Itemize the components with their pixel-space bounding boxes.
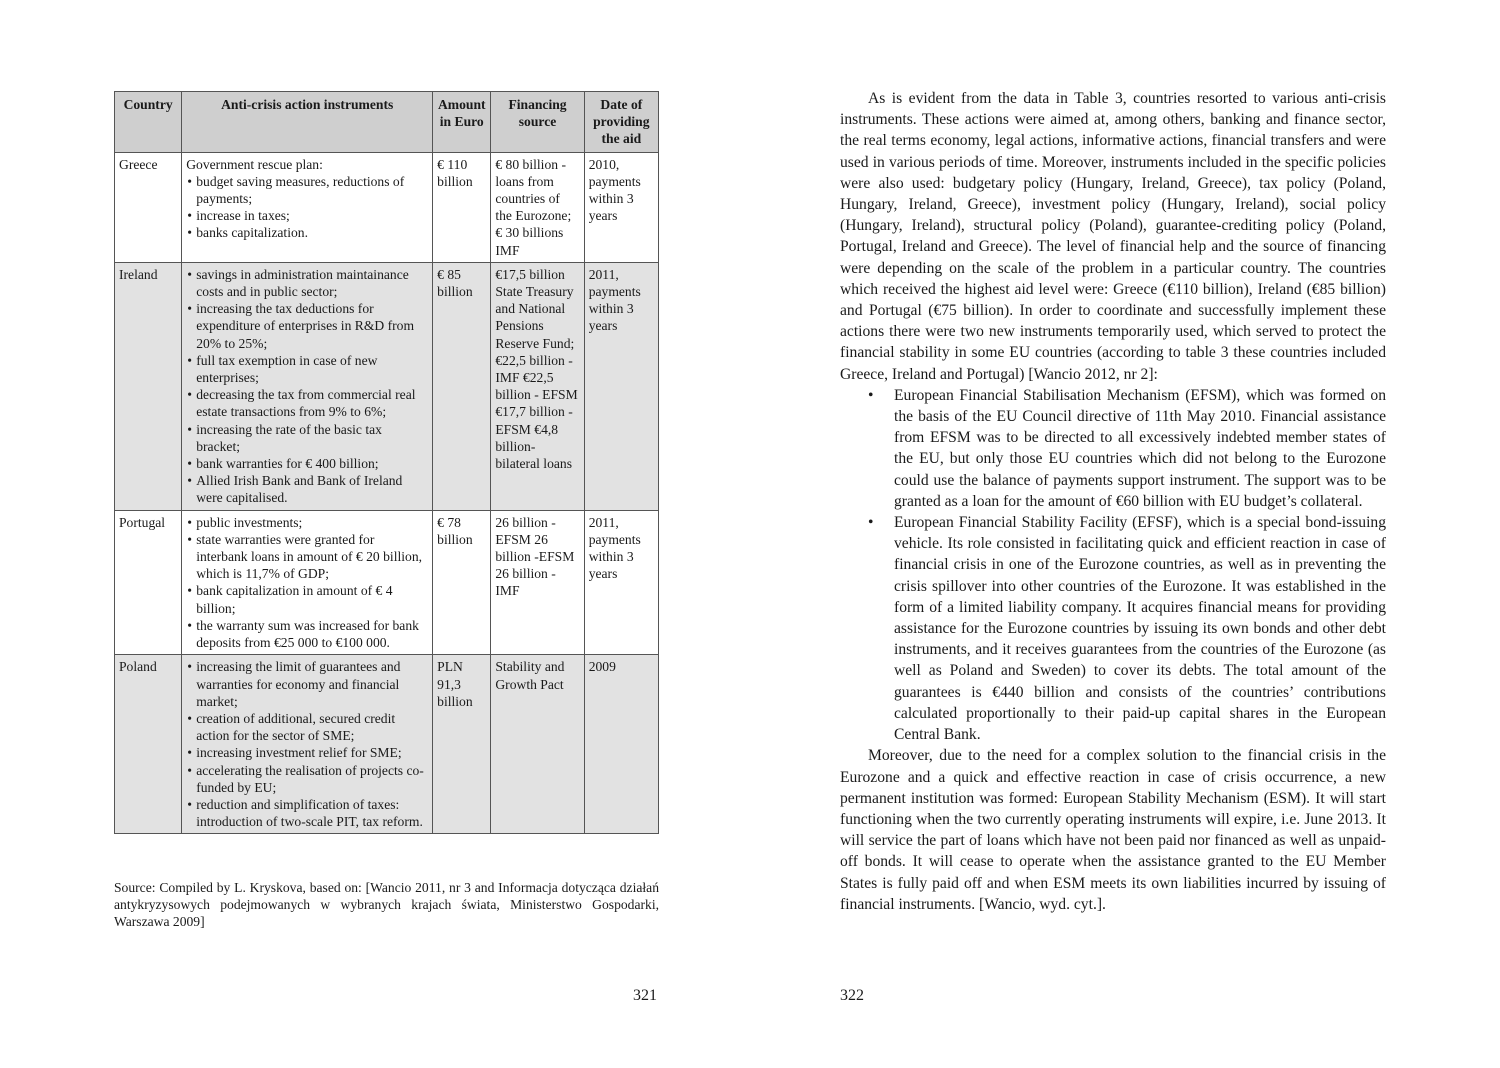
instruments-list [186, 266, 428, 507]
table-row [115, 510, 659, 655]
list-item: • reduction and simplification of taxes: introduction of two-scale PIT, tax reform. [186, 796, 428, 830]
cell-financing: 26 billion -EFSM 26 billion -EFSM 26 billion -IMF [491, 510, 584, 655]
cell-financing: € 80 billion -loans from countries of the Eurozone; € 30 billions IMF [491, 152, 584, 262]
cell-instruments [182, 510, 433, 655]
instruments-intro: Government rescue plan: [186, 156, 323, 172]
list-item: • European Financial Stability Facility (EFSF), which is a special bond-issuing vehicle. Its role consisted in facilitating quick and efficient reaction in case of financial crisis in one of the Eurozone countries, as well as in preventing the crisis spillover into other countries of the Eurozone. It was established in the form of a limited liability company. It acquires financial means for providing assistance for the Eurozone countries by issuing its own bonds and other debt instruments, and it receives guarantees from the countries of the Eurozone (as well as Poland and Sweden) to cover its debts. The total amount of the guarantees is €440 billion and consists of the countries’ contributions calculated proportionally to their paid-up capital shares in the European Central Bank. [840, 512, 1386, 745]
list-item: • decreasing the tax from commercial real estate transactions from 9% to 6%; [186, 386, 428, 420]
paragraph: Moreover, due to the need for a complex solution to the financial crisis in the Eurozone and a quick and effective reaction in case of crisis occurrence, a new permanent institution was formed: European Stability Mechanism (ESM). It will start functioning when the two currently operating instruments will expire, i.e. June 2013. It will service the part of loans which have not been paid nor financed as well as unpaid-off bonds. It will cease to operate when the assistance granted to the EU Member States is fully paid off and when ESM meets its own liabilities incurred by issuing of financial instruments. [Wancio, wyd. cyt.]. [840, 747, 1386, 913]
paragraph: As is evident from the data in Table 3, countries resorted to various anti-crisis instruments. These actions were aimed at, among others, banking and finance sector, the real terms economy, legal actions, informative actions, financial transfers and were used in various periods of time. Moreover, instruments included in the specific policies were also used: budgetary policy (Hungary, Ireland, Greece), tax policy (Poland, Hungary, Ireland, Greece), investment policy (Hungary, Ireland), social policy (Hungary, Ireland), structural policy (Poland), guarantee-crediting policy (Poland, Portugal, Ireland and Greece). The level of financial help and the source of financing were depending on the scale of the problem in a particular country. The countries which received the highest aid level were: Greece (€110 billion), Ireland (€85 billion) and Portugal (€75 billion). In order to coordinate and successfully implement these actions there were two new instruments temporarily used, which served to protect the financial stability in some EU countries (according to table 3 these countries included Greece, Ireland and Portugal) [Wancio 2012, nr 2]: [840, 90, 1386, 383]
list-item: • bank capitalization in amount of € 4 billion; [186, 582, 428, 616]
bullet-list [840, 385, 1386, 745]
header-instruments: Anti-crisis action instruments [182, 92, 433, 153]
cell-country: Poland [115, 655, 182, 834]
cell-amount: € 110 billion [433, 152, 491, 262]
table-row [115, 152, 659, 262]
anti-crisis-table [114, 91, 659, 834]
instruments-list [186, 514, 428, 652]
cell-date: 2011, payments within 3 years [584, 510, 658, 655]
cell-instruments [182, 152, 433, 262]
cell-date: 2010, payments within 3 years [584, 152, 658, 262]
list-item: • full tax exemption in case of new enterprises; [186, 352, 428, 386]
list-item: • accelerating the realisation of projects co-funded by EU; [186, 762, 428, 796]
header-financing: Financing source [491, 92, 584, 153]
cell-instruments [182, 262, 433, 510]
list-item: • budget saving measures, reductions of payments; [186, 173, 428, 207]
cell-country: Portugal [115, 510, 182, 655]
list-item: • the warranty sum was increased for bank deposits from €25 000 to €100 000. [186, 617, 428, 651]
list-item: • increasing the limit of guarantees and warranties for economy and financial market; [186, 658, 428, 710]
table-source-note: Source: Compiled by L. Kryskova, based on: [Wancio 2011, nr 3 and Informacja dotycząca działań antykryzysowych podejmowanych w wybranych krajach świata, Ministerstwo Gospodarki, Warszawa 2009] [114, 880, 659, 929]
table-row [115, 262, 659, 510]
instruments-list [186, 173, 428, 242]
page-number-left: 321 [633, 987, 657, 1004]
table-row [115, 655, 659, 834]
list-item: • increasing the tax deductions for expenditure of enterprises in R&D from 20% to 25%; [186, 300, 428, 352]
cell-amount: € 78 billion [433, 510, 491, 655]
cell-amount: PLN 91,3 billion [433, 655, 491, 834]
list-item: • increasing the rate of the basic tax bracket; [186, 421, 428, 455]
cell-country: Ireland [115, 262, 182, 510]
table-header-row [115, 92, 659, 153]
list-item: • state warranties were granted for interbank loans in amount of € 20 billion, which is 11,7% of GDP; [186, 531, 428, 583]
header-amount: Amount in Euro [433, 92, 491, 153]
cell-financing: €17,5 billion State Treasury and National Pensions Reserve Fund; €22,5 billion - IMF €22,5 billion - EFSM €17,7 billion - EFSM €4,8 billion-bilateral loans [491, 262, 584, 510]
cell-amount: € 85 billion [433, 262, 491, 510]
list-item: • increase in taxes; [186, 207, 428, 224]
page-number-right: 322 [840, 987, 864, 1004]
list-item: • creation of additional, secured credit action for the sector of SME; [186, 710, 428, 744]
header-country: Country [115, 92, 182, 153]
list-item: • bank warranties for € 400 billion; [186, 455, 428, 472]
cell-date: 2009 [584, 655, 658, 834]
body-text [840, 88, 1386, 915]
list-item: • savings in administration maintainance costs and in public sector; [186, 266, 428, 300]
list-item: • European Financial Stabilisation Mechanism (EFSM), which was formed on the basis of the EU Council directive of 11th May 2010. Financial assistance from EFSM was to be directed to all excessively indebted member states of the EU, but only those EU countries which did not belong to the Eurozone could use the balance of payments support instrument. The support was to be granted as a loan for the amount of €60 billion with EU budget’s collateral. [840, 385, 1386, 512]
cell-country: Greece [115, 152, 182, 262]
header-date: Date of providing the aid [584, 92, 658, 153]
cell-financing: Stability and Growth Pact [491, 655, 584, 834]
list-item: • public investments; [186, 514, 428, 531]
cell-instruments [182, 655, 433, 834]
list-item: • banks capitalization. [186, 224, 428, 241]
instruments-list [186, 658, 428, 830]
list-item: • increasing investment relief for SME; [186, 744, 428, 761]
list-item: • Allied Irish Bank and Bank of Ireland were capitalised. [186, 472, 428, 506]
right-page [750, 0, 1500, 1068]
cell-date: 2011, payments within 3 years [584, 262, 658, 510]
